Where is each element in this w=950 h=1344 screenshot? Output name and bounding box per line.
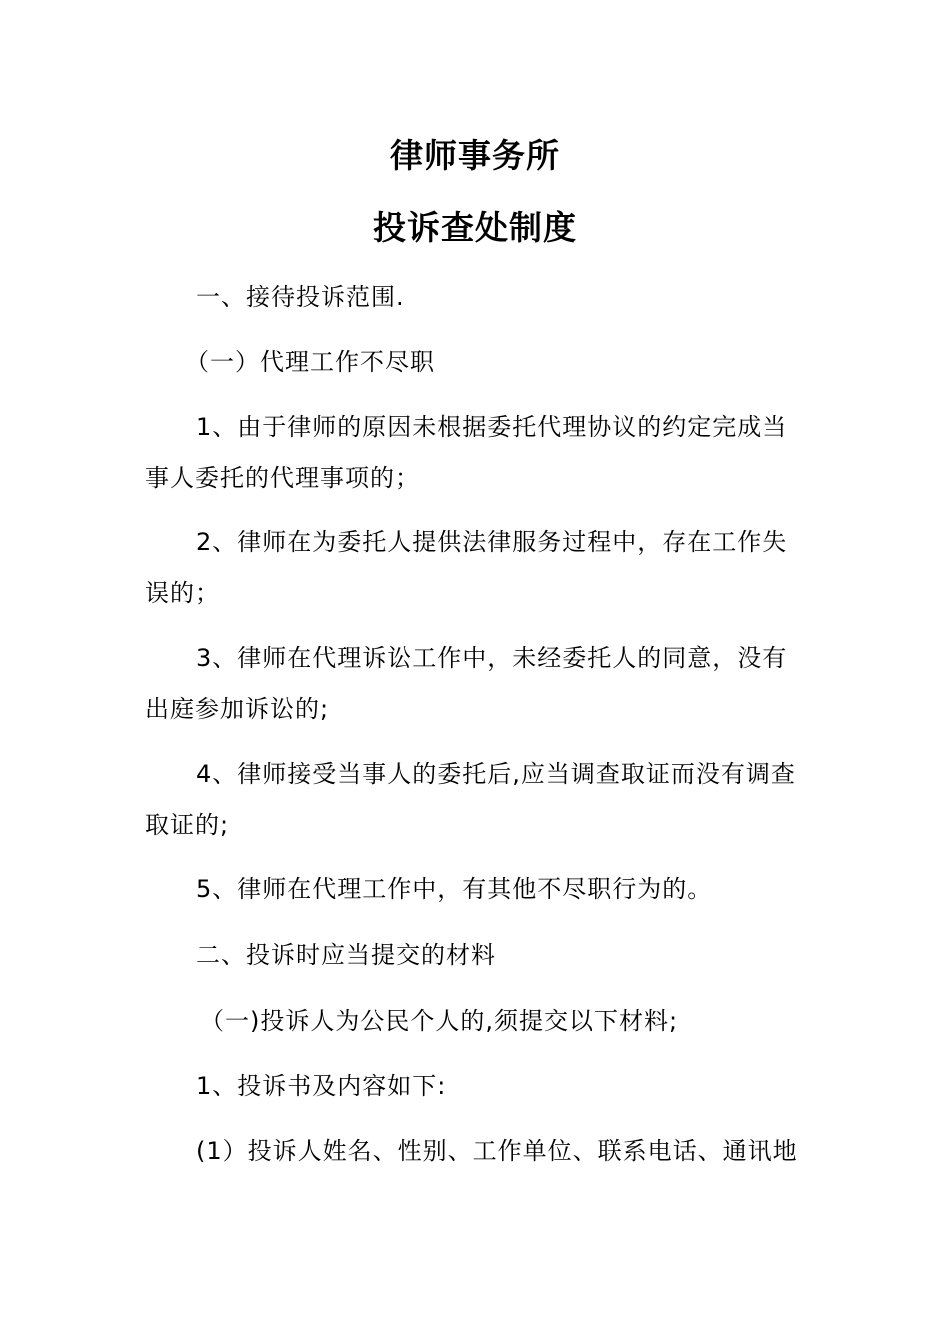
paragraph-line: 出庭参加诉讼的;: [145, 695, 330, 723]
subsection-heading-1: （一）代理工作不尽职: [185, 348, 435, 376]
paragraph-line: 1、由于律师的原因未根据委托代理协议的约定完成当: [196, 413, 788, 441]
paragraph-line: (1）投诉人姓名、性别、工作单位、联系电话、通讯地: [196, 1137, 798, 1165]
section-heading-1: 一、接待投诉范围.: [196, 283, 405, 311]
paragraph-line: 取证的;: [145, 811, 230, 839]
paragraph-line: 事人委托的代理事项的；: [145, 464, 420, 492]
subsection-heading-2: （一)投诉人为公民个人的,须提交以下材料;: [200, 1007, 679, 1035]
paragraph-line: 4、律师接受当事人的委托后,应当调查取证而没有调查: [196, 760, 796, 788]
section-heading-2: 二、投诉时应当提交的材料: [196, 941, 496, 969]
paragraph-line: 误的；: [145, 579, 220, 607]
paragraph-line: 1、投诉书及内容如下:: [196, 1072, 447, 1100]
paragraph-line: 2、律师在为委托人提供法律服务过程中，存在工作失: [196, 528, 788, 556]
paragraph-line: 5、律师在代理工作中，有其他不尽职行为的。: [196, 875, 713, 903]
document-subtitle: 投诉查处制度: [373, 208, 577, 247]
document-title: 律师事务所: [390, 136, 560, 175]
paragraph-line: 3、律师在代理诉讼工作中，未经委托人的同意，没有: [196, 644, 788, 672]
